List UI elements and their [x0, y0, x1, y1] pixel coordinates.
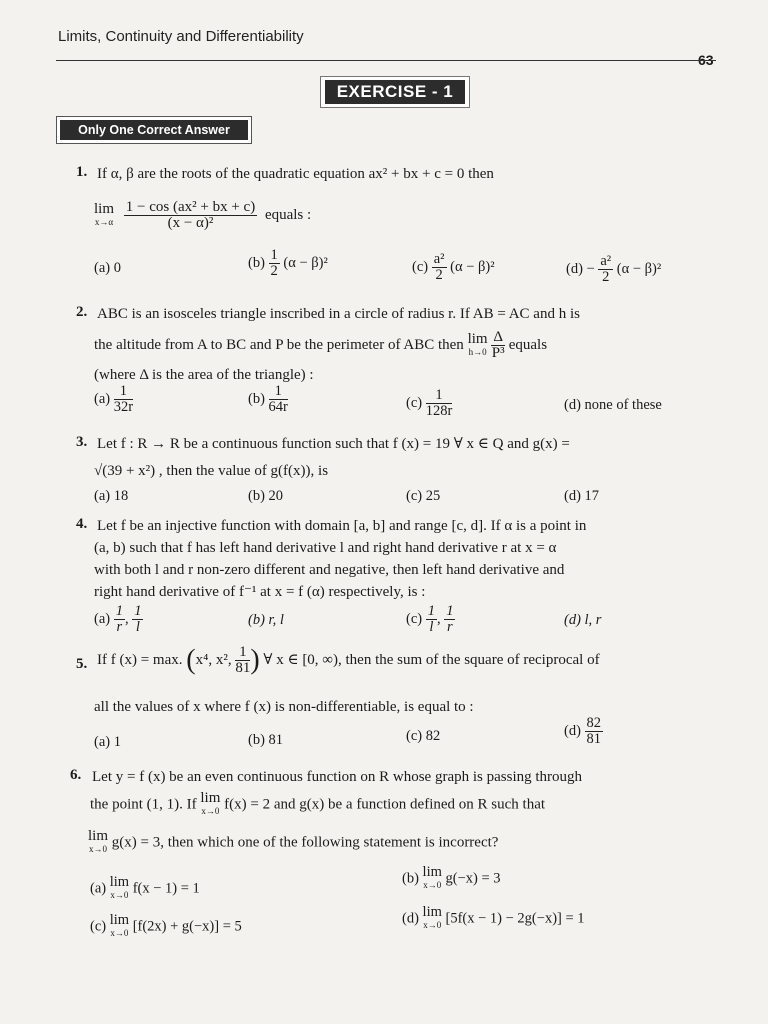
q4-option-c: (c) $\frac{1}{l}$ , $\frac{1}{r}$ [406, 603, 454, 635]
question-1-tail: equals : [264, 206, 312, 223]
exercise-title: EXERCISE - 1 [325, 80, 465, 104]
question-6-line-1: Let y = f (x) be an even continuous function on R whose graph is passing through [92, 769, 583, 785]
q1-option-a: (a) 0 [94, 260, 121, 276]
q2-option-b: (b) $\frac{1}{64r}$ [248, 383, 288, 415]
chapter-title: Limits, Continuity and Differentiability [58, 28, 304, 45]
q1-option-b: (b) $\frac{1}{2}$ (α − β)² [248, 247, 328, 279]
question-number-1: 1. [76, 164, 88, 180]
q3-option-c: (c) 25 [406, 488, 441, 504]
q2-option-a: (a) $\frac{1}{32r}$ [94, 383, 134, 415]
question-5-line-1: If f (x) = max. (x⁴, x², $\frac{1}{81}$ ) ∀ x ∈ [0, ∞), then the sum of the square of reciprocal of [97, 644, 600, 676]
header-divider [56, 60, 716, 61]
question-1-text: If α, β are the roots of the quadratic equation ax² + bx + c = 0 then [97, 166, 494, 182]
q1-option-c: (c) $\frac{\text{a²}}{2}$ (α − β)² [412, 251, 495, 283]
question-number-6: 6. [70, 767, 82, 783]
question-2-line-3: (where Δ is the area of the triangle) : [94, 367, 314, 383]
q4-option-a: (a) $\frac{1}{r}$ , $\frac{1}{l}$ [94, 603, 142, 635]
question-4-line-4: right hand derivative of f⁻¹ at x = f (α) respectively, is : [94, 584, 426, 600]
question-3-line-1: Let f : R → R be a continuous function such that f (x) = 19 ∀ x ∈ Q and g(x) = [97, 436, 570, 452]
q2-option-c: (c) $\frac{1}{128r}$ [406, 387, 453, 419]
q2-option-d: (d) none of these [564, 397, 662, 413]
question-5-line-2: all the values of x where f (x) is non-differentiable, is equal to : [94, 699, 474, 715]
question-6-line-2: the point (1, 1). If lim x→0 f(x) = 2 and g(x) be a function defined on R such that [90, 790, 546, 816]
question-4-line-1: Let f be an injective function with domain [a, b] and range [c, d]. If α is a point in [97, 518, 587, 534]
question-3-line-2: √(39 + x²) , then the value of g(f(x)), is [94, 463, 329, 479]
exercise-banner [320, 76, 470, 108]
question-4-line-3: with both l and r non-zero different and negative, then left hand derivative and [94, 562, 565, 578]
q6-option-d: (d) lim x→0 [5f(x − 1) − 2g(−x)] = 1 [402, 904, 585, 930]
question-1-limit [94, 200, 311, 231]
q6-option-b: (b) lim x→0 g(−x) = 3 [402, 864, 501, 890]
q1-option-d: (d) − $\frac{\text{a²}}{2}$ (α − β)² [566, 253, 662, 285]
q3-option-a: (a) 18 [94, 488, 129, 504]
q5-option-a: (a) 1 [94, 734, 121, 750]
section-tag-label: Only One Correct Answer [60, 120, 248, 140]
section-tag [56, 116, 252, 144]
q5-option-c: (c) 82 [406, 728, 441, 744]
question-2-line-2: the altitude from A to BC and P be the perimeter of ABC then lim h→0 $\frac{\Delta}{\text{P³}}$ equals [94, 329, 548, 361]
q4-option-b: (b) r, l [248, 612, 284, 628]
q6-option-a: (a) lim x→0 f(x − 1) = 1 [90, 874, 200, 900]
limit-operator: lim h→0 [467, 330, 488, 357]
question-4-line-2: (a, b) such that f has left hand derivative l and right hand derivative r at x = α [94, 540, 557, 556]
q3-option-b: (b) 20 [248, 488, 284, 504]
page-number: 63 [698, 52, 714, 68]
limit-fraction: $\frac{\text{1 − cos (ax² + bx + c)}}{\text{(x − α)²}}$ [125, 199, 256, 231]
limit-operator: lim x→α [94, 200, 115, 227]
q5-option-b: (b) 81 [248, 732, 284, 748]
q5-option-d: (d) $\frac{82}{81}$ [564, 715, 602, 747]
question-number-2: 2. [76, 304, 88, 320]
question-number-4: 4. [76, 516, 88, 532]
q4-option-d: (d) l, r [564, 612, 602, 628]
question-2-line-1: ABC is an isosceles triangle inscribed in a circle of radius r. If AB = AC and h is [97, 306, 580, 322]
question-6-line-3: lim x→0 g(x) = 3, then which one of the following statement is incorrect? [88, 828, 499, 854]
question-number-5: 5. [76, 656, 88, 672]
q3-option-d: (d) 17 [564, 488, 600, 504]
question-number-3: 3. [76, 434, 88, 450]
q6-option-c: (c) lim x→0 [f(2x) + g(−x)] = 5 [90, 912, 242, 938]
